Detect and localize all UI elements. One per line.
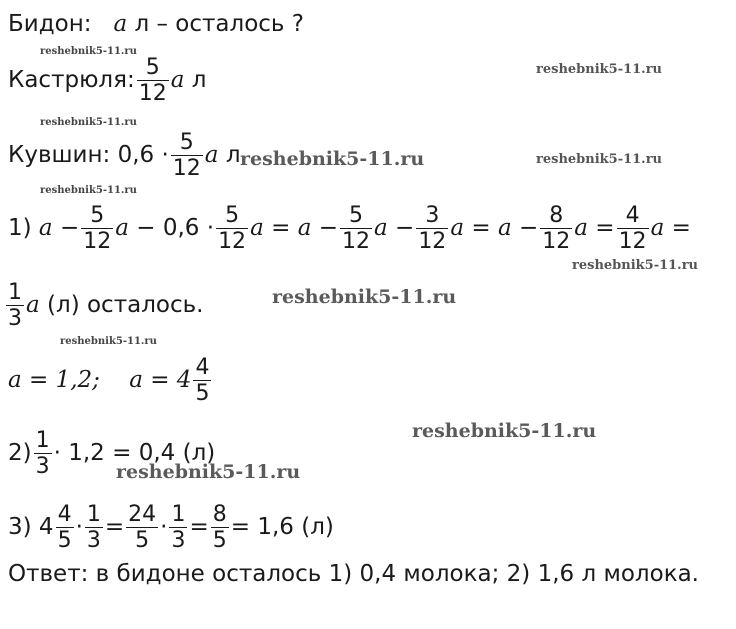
bidon-label: Бидон:	[8, 11, 92, 37]
fraction: $\frac{1}{3}$	[86, 502, 101, 553]
watermark: reshebnik5-11.ru	[116, 461, 301, 483]
watermark: reshebnik5-11.ru	[40, 46, 137, 57]
op: ·	[75, 514, 83, 540]
op: −	[136, 215, 156, 241]
step-1-equation	[8, 203, 691, 254]
watermark: reshebnik5-11.ru	[40, 185, 137, 196]
watermark: reshebnik5-11.ru	[240, 148, 425, 170]
unit: л	[191, 67, 207, 93]
var-a: a	[113, 11, 128, 37]
var-a: a	[38, 215, 53, 241]
watermark: reshebnik5-11.ru	[272, 286, 457, 308]
fraction: $\frac{1}{3}$	[171, 502, 186, 553]
fraction: $\frac{8}{12}$	[542, 203, 571, 254]
fraction: $\frac{4}{5}$	[195, 355, 210, 406]
op: =	[189, 514, 209, 540]
step-number: 1)	[8, 215, 32, 241]
watermark: reshebnik5-11.ru	[536, 152, 663, 167]
var-a: a	[297, 215, 312, 241]
fraction: $\frac{5}{12}$	[218, 203, 247, 254]
coef: 0,6	[162, 215, 200, 241]
fraction: $\frac{5}{12}$	[342, 203, 370, 254]
op: =	[271, 215, 291, 241]
bidon-text: л – осталось ?	[134, 11, 304, 37]
var-a: a	[650, 215, 665, 241]
condition-kuvshin	[8, 130, 241, 181]
condition-bidon	[8, 10, 304, 38]
var-a: a	[170, 67, 185, 93]
op: ·	[160, 514, 168, 540]
var-a: a	[497, 215, 512, 241]
condition-kastryulya	[8, 55, 206, 106]
op: =	[471, 215, 491, 241]
a-value-1: a = 1,2;	[8, 367, 100, 393]
watermark: reshebnik5-11.ru	[60, 336, 157, 347]
fraction: $\frac{24}{5}$	[128, 502, 157, 553]
kuvshin-label: Кувшин: 0,6 ·	[8, 142, 169, 168]
op: −	[395, 215, 415, 241]
step-3	[8, 502, 334, 553]
op: =	[671, 215, 691, 241]
watermark: reshebnik5-11.ru	[572, 258, 699, 273]
op: −	[518, 215, 539, 241]
fraction: $\frac{1}{3}$	[8, 280, 22, 331]
fraction: $\frac{4}{5}$	[57, 502, 72, 553]
step-1-text: (л) осталось.	[47, 292, 204, 318]
var-a: a	[374, 215, 388, 241]
a-values	[8, 355, 213, 406]
fraction: $\frac{5}{12}$	[83, 203, 112, 254]
fraction: $\frac{1}{3}$	[35, 428, 50, 479]
fraction: $\frac{8}{5}$	[212, 502, 227, 553]
op: =	[595, 215, 615, 241]
var-a: a	[26, 292, 40, 318]
op: −	[59, 215, 80, 241]
fraction: $\frac{3}{12}$	[418, 203, 447, 254]
var-a: a	[250, 215, 264, 241]
step-number: 3) 4	[8, 514, 54, 540]
op: −	[318, 215, 338, 241]
step-3-result: = 1,6 (л)	[230, 514, 334, 540]
var-a: a	[450, 215, 465, 241]
watermark: reshebnik5-11.ru	[40, 117, 137, 128]
op: ·	[206, 215, 215, 241]
answer-line: Ответ: в бидоне осталось 1) 0,4 молока; 2) 1,6 л молока.	[8, 561, 699, 587]
watermark: reshebnik5-11.ru	[412, 420, 597, 442]
watermark: reshebnik5-11.ru	[536, 62, 663, 77]
kastryulya-label: Кастрюля:	[8, 67, 135, 93]
step-1-result	[4, 280, 203, 331]
var-a: a	[115, 215, 129, 241]
step-number: 2)	[8, 440, 32, 466]
op: =	[104, 514, 125, 540]
step-2-text: · 1,2 = 0,4 (л)	[53, 440, 216, 466]
fraction: $\frac{5}{12}$	[172, 130, 201, 181]
unit: л	[225, 142, 241, 168]
a-value-2: a = 4	[129, 367, 192, 393]
var-a: a	[574, 215, 588, 241]
fraction: $\frac{5}{12}$	[138, 55, 167, 106]
var-a: a	[204, 142, 219, 168]
fraction: $\frac{4}{12}$	[618, 203, 647, 254]
